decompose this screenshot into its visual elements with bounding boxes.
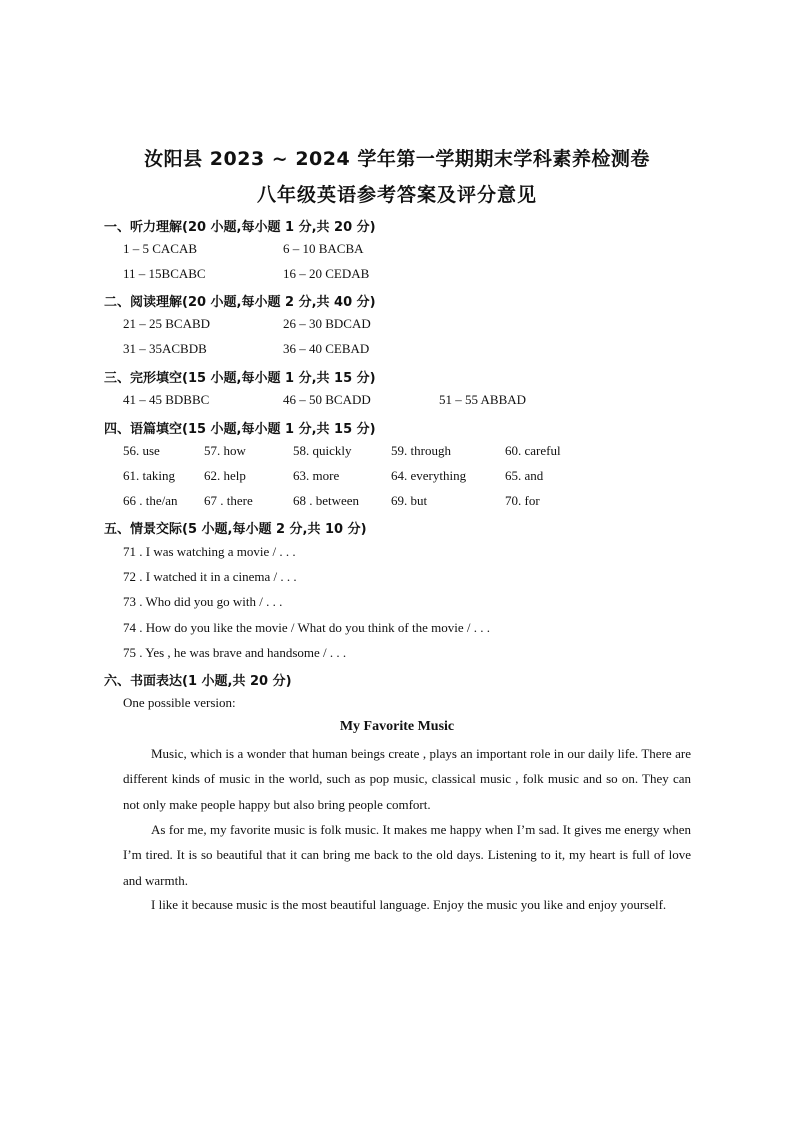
section-heading-dialogue: 五、情景交际(5 小题,每小题 2 分,共 10 分) [104, 522, 367, 537]
essay-paragraph [123, 741, 691, 817]
answer-line: 74 . How do you like the movie / What do you think of the movie / . . . [123, 620, 490, 635]
answer-item: 60. careful [505, 443, 561, 458]
answer-group: 36 – 40 CEBAD [283, 341, 370, 356]
essay-paragraph-text: I like it because music is the most beautiful language. Enjoy the music you like and enjoy yourself. [151, 897, 667, 912]
answer-row [0, 443, 794, 463]
answer-group: 16 – 20 CEDAB [283, 266, 370, 281]
answer-row [0, 468, 794, 488]
answer-group: 41 – 45 BDBBC [123, 392, 210, 407]
answer-row [0, 266, 794, 286]
answer-group: 21 – 25 BCABD [123, 316, 211, 331]
answer-item: 59. through [391, 443, 451, 458]
section-heading-listening: 一、听力理解(20 小题,每小题 1 分,共 20 分) [104, 220, 376, 235]
answer-item: 66 . the/an [123, 493, 178, 508]
answer-item: 62. help [204, 468, 246, 483]
answer-item: 56. use [123, 443, 160, 458]
answer-line: 72 . I watched it in a cinema / . . . [123, 569, 297, 584]
answer-group: 1 – 5 CACAB [123, 241, 198, 256]
answer-item: 57. how [204, 443, 246, 458]
answer-item: 61. taking [123, 468, 175, 483]
section-heading-reading: 二、阅读理解(20 小题,每小题 2 分,共 40 分) [104, 295, 376, 310]
answer-line: 75 . Yes , he was brave and handsome / . . . [123, 645, 347, 660]
essay-paragraph-text: Music, which is a wonder that human beings create , plays an important role in our daily life. There are different kinds of music in the world, such as pop music, classical music , folk music and so on. They can not only make people happy but also bring people comfort. [123, 746, 691, 812]
answer-group: 26 – 30 BDCAD [283, 316, 371, 331]
answer-row [0, 316, 794, 336]
essay-paragraph-text: As for me, my favorite music is folk music. It makes me happy when I’m sad. It gives me energy when I’m tired. It is so beautiful that it can bring me back to the old days. Listening to it, my heart is full of love and warmth. [123, 822, 691, 888]
answer-row [0, 392, 794, 412]
essay-paragraph [123, 817, 691, 893]
answer-row [0, 493, 794, 513]
essay-title: My Favorite Music [339, 719, 455, 734]
section-heading-cloze: 三、完形填空(15 小题,每小题 1 分,共 15 分) [104, 371, 376, 386]
answer-line: 71 . I was watching a movie / . . . [123, 544, 296, 559]
answer-group: 31 – 35ACBDB [123, 341, 207, 356]
writing-intro: One possible version: [123, 695, 236, 710]
answer-item: 64. everything [391, 468, 467, 483]
answer-group: 51 – 55 ABBAD [439, 392, 527, 407]
essay-paragraph [123, 892, 691, 917]
answer-item: 70. for [505, 493, 540, 508]
section-heading-writing: 六、书面表达(1 小题,共 20 分) [104, 674, 292, 689]
answer-group: 6 – 10 BACBA [283, 241, 364, 256]
answer-item: 69. but [391, 493, 428, 508]
answer-row [0, 241, 794, 261]
answer-item: 58. quickly [293, 443, 352, 458]
page-title: 汝阳县 2023 ~ 2024 学年第一学期期末学科素养检测卷 [144, 148, 650, 170]
answer-group: 11 – 15BCABC [123, 266, 206, 281]
answer-row [0, 341, 794, 361]
answer-item: 63. more [293, 468, 340, 483]
answer-line: 73 . Who did you go with / . . . [123, 594, 283, 609]
page-subtitle: 八年级英语参考答案及评分意见 [256, 184, 537, 206]
answer-group: 46 – 50 BCADD [283, 392, 371, 407]
answer-item: 68 . between [293, 493, 360, 508]
answer-item: 67 . there [204, 493, 253, 508]
answer-item: 65. and [505, 468, 544, 483]
section-heading-passage-fill: 四、语篇填空(15 小题,每小题 1 分,共 15 分) [104, 422, 376, 437]
